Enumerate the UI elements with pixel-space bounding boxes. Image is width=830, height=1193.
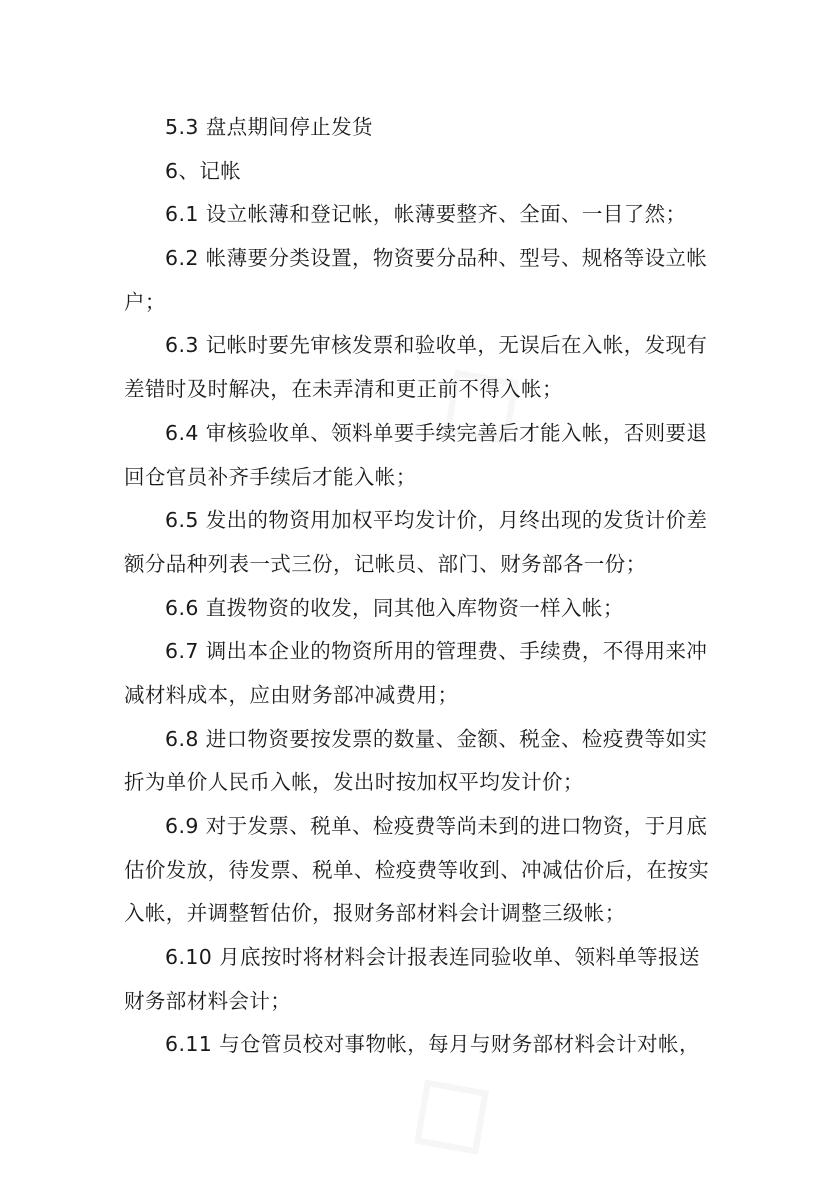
paragraph-line: 6.9 对于发票、税单、检疫费等尚未到的进口物资，于月底 xyxy=(165,814,708,838)
paragraph-line: 6.6 直拨物资的收发，同其他入库物资一样入帐； xyxy=(165,595,624,620)
paragraph-line: 6.1 设立帐薄和登记帐，帐薄要整齐、全面、一目了然； xyxy=(165,202,687,227)
paragraph-line: 减材料成本，应由财务部冲减费用； xyxy=(124,682,459,707)
paragraph-line: 6.5 发出的物资用加权平均发计价，月终出现的发货计价差 xyxy=(165,508,708,533)
document-body xyxy=(124,106,714,1067)
section-heading: 6、记帐 xyxy=(165,158,242,183)
paragraph-line: 回仓官员补齐手续后才能入帐； xyxy=(124,464,417,489)
paragraph-line: 6.10 月底按时将材料会计报表连同验收单、领料单等报送 xyxy=(165,945,700,970)
paragraph-line: 折为单价人民币入帐，发出时按加权平均发计价； xyxy=(124,770,584,795)
paragraph-line: 财务部材料会计； xyxy=(124,988,292,1013)
paragraph-line: 6.7 调出本企业的物资所用的管理费、手续费，不得用来冲 xyxy=(165,639,708,664)
paragraph-line: 差错时及时解决，在未弄清和更正前不得入帐； xyxy=(124,377,563,402)
paragraph-line: 6.3 记帐时要先审核发票和验收单，无误后在入帐，发现有 xyxy=(165,333,708,358)
paragraph-line: 6.11 与仓管员校对事物帐，每月与财务部材料会计对帐， xyxy=(165,1032,700,1057)
paragraph-line: 5.3 盘点期间停止发货 xyxy=(165,115,373,139)
paragraph-line: 估价发放，待发票、税单、检疫费等收到、冲减估价后，在按实 xyxy=(124,857,710,882)
paragraph-line: 6.4 审核验收单、领料单要手续完善后才能入帐，否则要退 xyxy=(165,420,708,445)
paragraph-line: 额分品种列表一式三份，记帐员、部门、财务部各一份； xyxy=(124,551,647,576)
paragraph-line: 6.2 帐薄要分类设置，物资要分品种、型号、规格等设立帐 xyxy=(165,246,708,271)
paragraph-line: 6.8 进口物资要按发票的数量、金额、税金、检疫费等如实 xyxy=(165,726,708,751)
paragraph-line: 户； xyxy=(124,289,166,314)
paragraph-line: 入帐，并调整暂估价，报财务部材料会计调整三级帐； xyxy=(124,901,626,926)
